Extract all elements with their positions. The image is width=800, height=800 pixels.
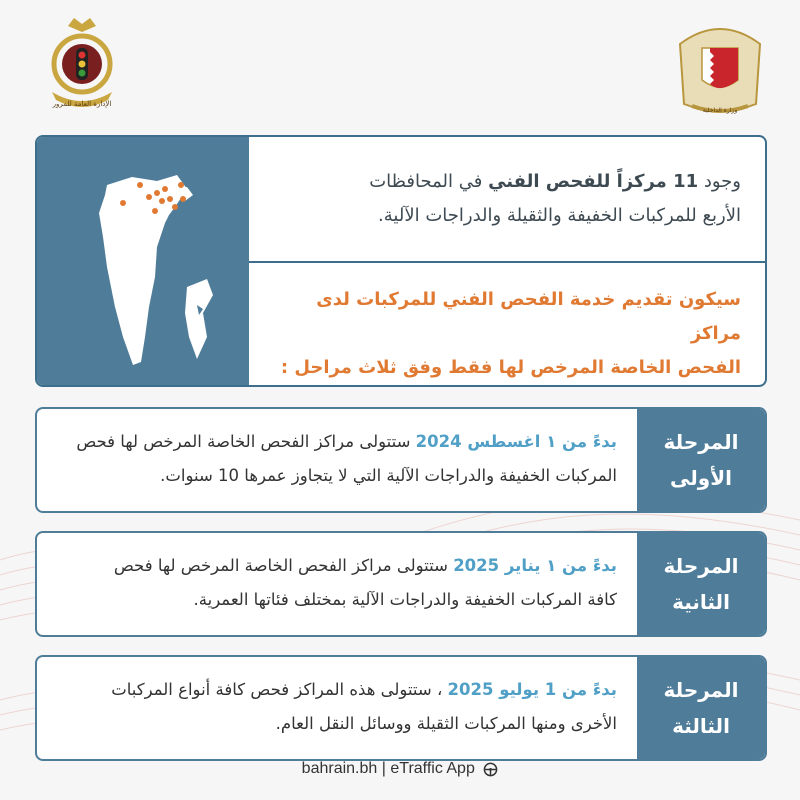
phase-label-line2: الأولى xyxy=(670,466,732,490)
phase-label-line1: المرحلة xyxy=(663,430,739,454)
intro-line2: الأربع للمركبات الخفيفة والثقيلة والدراجات الآلية. xyxy=(378,205,741,226)
steering-wheel-icon xyxy=(483,762,498,777)
phase-label xyxy=(637,533,765,635)
phase-date: بدءً من ١ يناير 2025 xyxy=(453,556,617,575)
phase-text-line2: المركبات الخفيفة والدراجات الآلية التي لا يتجاوز عمرها 10 سنوات. xyxy=(160,466,617,485)
phase-card-first xyxy=(35,407,767,513)
phase-description xyxy=(57,425,617,493)
footer xyxy=(0,760,800,790)
phase-label xyxy=(637,409,765,511)
intro-line1-pre: وجود xyxy=(698,171,741,192)
phase-label-line1: المرحلة xyxy=(663,678,739,702)
right-logo-caption: وزارة الداخلية xyxy=(702,107,738,114)
phase-card-second xyxy=(35,531,767,637)
phase-text-line2: الأخرى ومنها المركبات الثقيلة ووسائل النقل العام. xyxy=(275,714,617,733)
announcement-line1: سيكون تقديم خدمة الفحص الفني للمركبات لدى مراكز xyxy=(316,289,741,344)
phase-label-line1: المرحلة xyxy=(663,554,739,578)
phase-text-line2: كافة المركبات الخفيفة والدراجات الآلية بمختلف فئاتها العمرية. xyxy=(193,590,617,609)
phase-label-line2: الثانية xyxy=(672,590,730,614)
intro-line1-post: في المحافظات xyxy=(369,171,489,192)
intro-line1-bold: 11 مركزاً للفحص الفني xyxy=(488,171,699,192)
phase-text-rest: ، ستتولى هذه المراكز فحص كافة أنواع المركبات xyxy=(111,680,448,699)
centers-count-text xyxy=(271,165,741,233)
phase-date: بدءً من 1 يوليو 2025 xyxy=(447,680,617,699)
announcement-text xyxy=(271,283,741,385)
left-logo-caption: الإدارة العامة للمرور xyxy=(52,100,112,108)
footer-site-link[interactable]: bahrain.bh xyxy=(301,760,378,777)
announcement-line2: الفحص الخاصة المرخص لها فقط وفق ثلاث مراحل : xyxy=(280,357,741,378)
centers-info-card xyxy=(35,135,767,387)
phase-description xyxy=(57,673,617,741)
footer-app-link[interactable]: eTraffic App xyxy=(390,760,475,777)
card-divider xyxy=(249,261,765,263)
phase-label-line2: الثالثة xyxy=(672,714,730,738)
bahrain-map-panel xyxy=(37,137,249,385)
phase-card-third xyxy=(35,655,767,761)
phase-text-rest: ستتولى مراكز الفحص الخاصة المرخص لها فحص xyxy=(76,432,416,451)
traffic-directorate-logo xyxy=(36,14,128,114)
phase-description xyxy=(57,549,617,617)
phase-text-rest: ستتولى مراكز الفحص الخاصة المرخص لها فحص xyxy=(113,556,454,575)
bahrain-map-icon xyxy=(37,137,249,385)
phase-date: بدءً من ١ اغسطس 2024 xyxy=(415,432,617,451)
ministry-emblem xyxy=(672,14,768,118)
phase-label xyxy=(637,657,765,759)
footer-separator: | xyxy=(381,760,386,777)
